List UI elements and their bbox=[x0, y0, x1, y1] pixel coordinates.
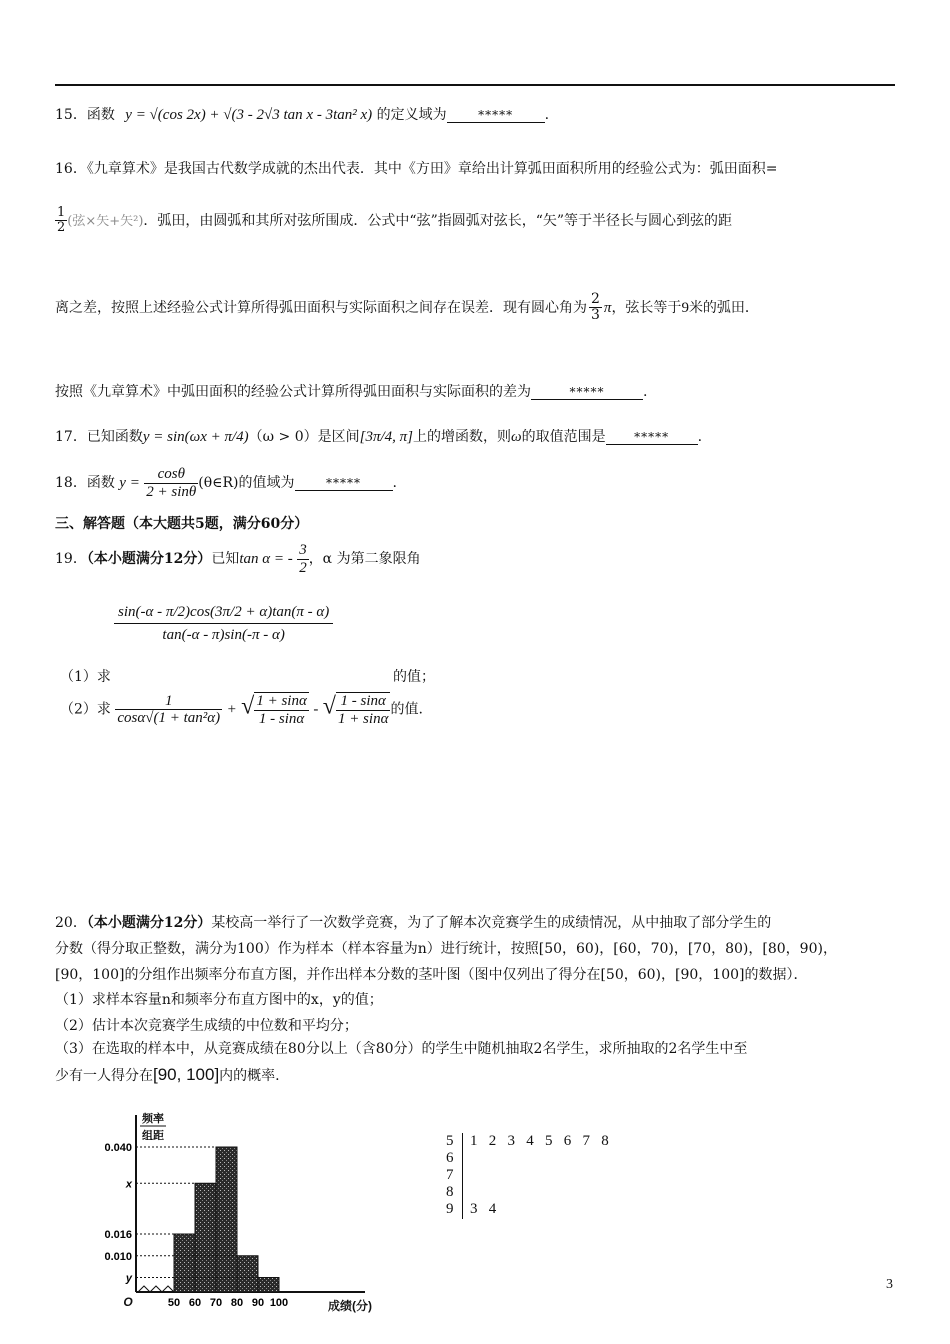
q19-part2-tail: 的值. bbox=[390, 701, 423, 718]
q19-expression bbox=[114, 604, 333, 644]
q16-angle-den: 3 bbox=[591, 307, 600, 324]
q17-omega: ω bbox=[511, 429, 522, 445]
sqrt-icon: √ bbox=[241, 693, 255, 720]
q19-given-b: ，α 为第二象限角 bbox=[308, 551, 421, 567]
y-tick-label: y bbox=[125, 1272, 132, 1285]
stem-value: 7 bbox=[446, 1167, 454, 1183]
q20-part2: （2）估计本次竞赛学生成绩的中位数和平均分； bbox=[55, 1018, 358, 1034]
leaf-values: 3 4 bbox=[470, 1201, 497, 1217]
q19-tan-fraction bbox=[297, 542, 309, 576]
stem-value: 5 bbox=[446, 1133, 454, 1149]
q16-line3 bbox=[55, 292, 759, 324]
histogram-bar bbox=[195, 1183, 216, 1292]
stem-leaf-row bbox=[446, 1133, 609, 1150]
q16-angle-num: 2 bbox=[591, 291, 600, 307]
q19-tan-num: 3 bbox=[299, 542, 307, 558]
q19-expr-den: tan(-α - π)sin(-π - α) bbox=[162, 627, 285, 643]
q16-end: . bbox=[643, 384, 648, 400]
q18-text-a: 18．函数 bbox=[55, 475, 115, 491]
q19-given-a: 已知 bbox=[211, 551, 240, 567]
q20-p3b-text-b: 内的概率. bbox=[219, 1068, 280, 1084]
q19-p2-root1-num: 1 + sinα bbox=[256, 693, 307, 709]
q16-angle-pi: π bbox=[603, 299, 612, 316]
page-number: 3 bbox=[886, 1277, 893, 1292]
q20-part3: （3）在选取的样本中，从竞赛成绩在80分以上（含80分）的学生中随机抽取2名学生，求所抽取的2名学生中至 bbox=[55, 1041, 748, 1057]
q19-tan-den: 2 bbox=[299, 559, 307, 576]
histogram-bar bbox=[216, 1147, 237, 1292]
q16-line4 bbox=[55, 381, 647, 401]
q19-p2-root2 bbox=[336, 692, 391, 727]
sqrt-icon: √ bbox=[322, 693, 336, 720]
q20-p3b-interval: [90, 100] bbox=[153, 1065, 220, 1084]
q19-tan: tan α = - bbox=[239, 551, 293, 567]
q18-fraction bbox=[144, 466, 198, 500]
histogram-bar bbox=[174, 1234, 195, 1292]
q16-line4-text: 按照《九章算术》中弧田面积的经验公式计算所得弧田面积与实际面积的差为 bbox=[55, 384, 531, 400]
q19-p2-root1-den: 1 - sinα bbox=[258, 710, 305, 727]
x-tick-label: 90 bbox=[251, 1297, 265, 1309]
q20-score: （本小题满分12分） bbox=[86, 915, 212, 931]
x-tick-label: 50 bbox=[167, 1297, 181, 1309]
top-rule bbox=[55, 84, 895, 86]
x-tick-label: 60 bbox=[188, 1297, 202, 1309]
stem-leaf-row bbox=[446, 1184, 470, 1201]
q19-expr-num: sin(-α - π/2)cos(3π/2 + α)tan(π - α) bbox=[114, 604, 333, 624]
q16-answer-blank: ***** bbox=[531, 385, 643, 400]
leaf-values: 1 2 3 4 5 6 7 8 bbox=[470, 1133, 609, 1149]
q19-p2-plus: + bbox=[226, 701, 237, 718]
q19-p2-root2-num: 1 - sinα bbox=[336, 693, 391, 711]
q19-given bbox=[55, 542, 421, 576]
stem-value: 9 bbox=[446, 1201, 454, 1217]
q16-line3a: 离之差，按照上述经验公式计算所得弧田面积与实际面积之间存在误差．现有圆心角为 bbox=[55, 299, 587, 316]
q18-den: 2 + sinθ bbox=[146, 483, 197, 500]
q19-part1-label: （1）求 bbox=[60, 669, 111, 685]
q17-condition: （ω > 0）是区间 bbox=[248, 429, 360, 445]
q16-formula-den: 2 bbox=[57, 220, 66, 236]
q20-line1-text: 某校高一举行了一次数学竞赛，为了了解本次竞赛学生的成绩情况，从中抽取了部分学生的 bbox=[211, 915, 772, 931]
q16-line1: 16．《九章算术》是我国古代数学成就的杰出代表．其中《方田》章给出计算弧田面积所用的经验公式为：弧田面积= bbox=[55, 161, 778, 177]
x-tick-label: 100 bbox=[269, 1297, 289, 1309]
stem-leaf-row bbox=[446, 1150, 470, 1167]
q17-interval: [3π/4, π] bbox=[359, 429, 413, 445]
stem-leaf-plot bbox=[446, 1133, 706, 1225]
question-18 bbox=[55, 466, 397, 500]
x-tick-label: 80 bbox=[230, 1297, 244, 1309]
q17-answer-blank: ***** bbox=[606, 430, 698, 445]
q16-line3b: ，弦长等于 bbox=[611, 299, 682, 316]
q18-end: . bbox=[392, 475, 397, 491]
q15-end: . bbox=[544, 107, 550, 123]
q16-angle-fraction bbox=[589, 292, 602, 324]
q19-part2-label: （2）求 bbox=[60, 701, 111, 718]
q19-part2 bbox=[60, 692, 423, 727]
q20-line3: [90，100]的分组作出频率分布直方图，并作出样本分数的茎叶图（图中仅列出了得分在[50，60)，[90，100]的数据）． bbox=[55, 967, 808, 983]
q15-suffix: 的定义域为 bbox=[376, 107, 447, 123]
q15-answer-blank: ***** bbox=[447, 108, 545, 123]
stem-leaf-row bbox=[446, 1201, 496, 1218]
q20-p3b-text-a: 少有一人得分在 bbox=[55, 1068, 153, 1084]
question-17 bbox=[55, 426, 702, 446]
q18-condition: (θ∈R)的值域为 bbox=[198, 475, 295, 491]
stem-value: 8 bbox=[446, 1184, 454, 1200]
q19-number: 19． bbox=[55, 551, 87, 567]
y-tick-label: 0.010 bbox=[104, 1250, 132, 1263]
q17-function: y = sin(ωx + π/4) bbox=[142, 429, 249, 445]
question-15 bbox=[55, 104, 549, 124]
q20-part3-line2 bbox=[55, 1065, 280, 1085]
q16-line2-text: ．弧田，由圆弧和其所对弦所围成．公式中“弦”指圆弧对弦长，“矢”等于半径长与圆心到弦的距 bbox=[143, 212, 733, 229]
y-tick-label: 0.016 bbox=[104, 1229, 132, 1241]
q19-p2-root1 bbox=[254, 692, 309, 727]
q19-p2-fraction bbox=[115, 693, 222, 727]
q19-p2-root2-den: 1 + sinα bbox=[337, 710, 389, 727]
histogram-bar bbox=[258, 1278, 279, 1293]
ylabel-bottom: 组距 bbox=[142, 1130, 164, 1142]
q15-formula: y = √(cos 2x) + √(3 - 2√3 tan x - 3tan² x) bbox=[125, 107, 373, 123]
q19-p2-minus: - bbox=[313, 701, 319, 718]
q20-line2: 分数（得分取正整数，满分为100）作为样本（样本容量为n）进行统计，按照[50，60)，[60，70)，[70，80)，[80，90)， bbox=[55, 941, 837, 957]
q18-func-y: y = bbox=[119, 475, 140, 491]
q19-p2-frac-den: cosα√(1 + tan²α) bbox=[117, 710, 221, 726]
origin-label: O bbox=[123, 1295, 133, 1309]
q16-formula-fraction bbox=[55, 206, 67, 236]
q19-part1-tail: 的值； bbox=[393, 669, 435, 685]
q18-num: cosθ bbox=[144, 466, 198, 484]
x-axis-label: 成绩(分) bbox=[328, 1299, 372, 1313]
stem-value: 6 bbox=[446, 1150, 454, 1166]
q16-formula-paren: (弦×矢+矢²) bbox=[67, 213, 144, 229]
q19-score: （本小题满分12分） bbox=[86, 551, 212, 567]
q18-answer-blank: ***** bbox=[295, 476, 393, 491]
y-tick-label: 0.040 bbox=[104, 1142, 132, 1154]
frequency-histogram bbox=[80, 1110, 380, 1315]
q16-formula-num: 1 bbox=[57, 205, 66, 220]
q20-number: 20． bbox=[55, 915, 87, 931]
q20-line1 bbox=[55, 912, 771, 932]
q17-text-b: 上的增函数，则 bbox=[413, 429, 511, 445]
q15-number: 15． bbox=[55, 107, 87, 123]
q15-prefix: 函数 bbox=[86, 107, 115, 123]
q17-end: . bbox=[697, 429, 703, 445]
q16-line2 bbox=[55, 206, 732, 236]
q17-text-a: 17．已知函数 bbox=[55, 429, 143, 445]
y-tick-label: x bbox=[125, 1178, 132, 1191]
ylabel-top: 频率 bbox=[142, 1113, 164, 1125]
x-tick-label: 70 bbox=[209, 1297, 223, 1309]
q19-p2-frac-num: 1 bbox=[115, 693, 222, 711]
q16-chord: 9 bbox=[681, 299, 689, 316]
q17-text-c: 的取值范围是 bbox=[521, 429, 606, 445]
section-heading: 三、解答题（本大题共5题，满分60分） bbox=[55, 516, 309, 532]
histogram-bar bbox=[237, 1256, 258, 1292]
q20-part1: （1）求样本容量n和频率分布直方图中的x，y的值； bbox=[55, 992, 383, 1008]
stem-leaf-row bbox=[446, 1167, 470, 1184]
q16-line3c: 米的弧田． bbox=[688, 299, 759, 316]
